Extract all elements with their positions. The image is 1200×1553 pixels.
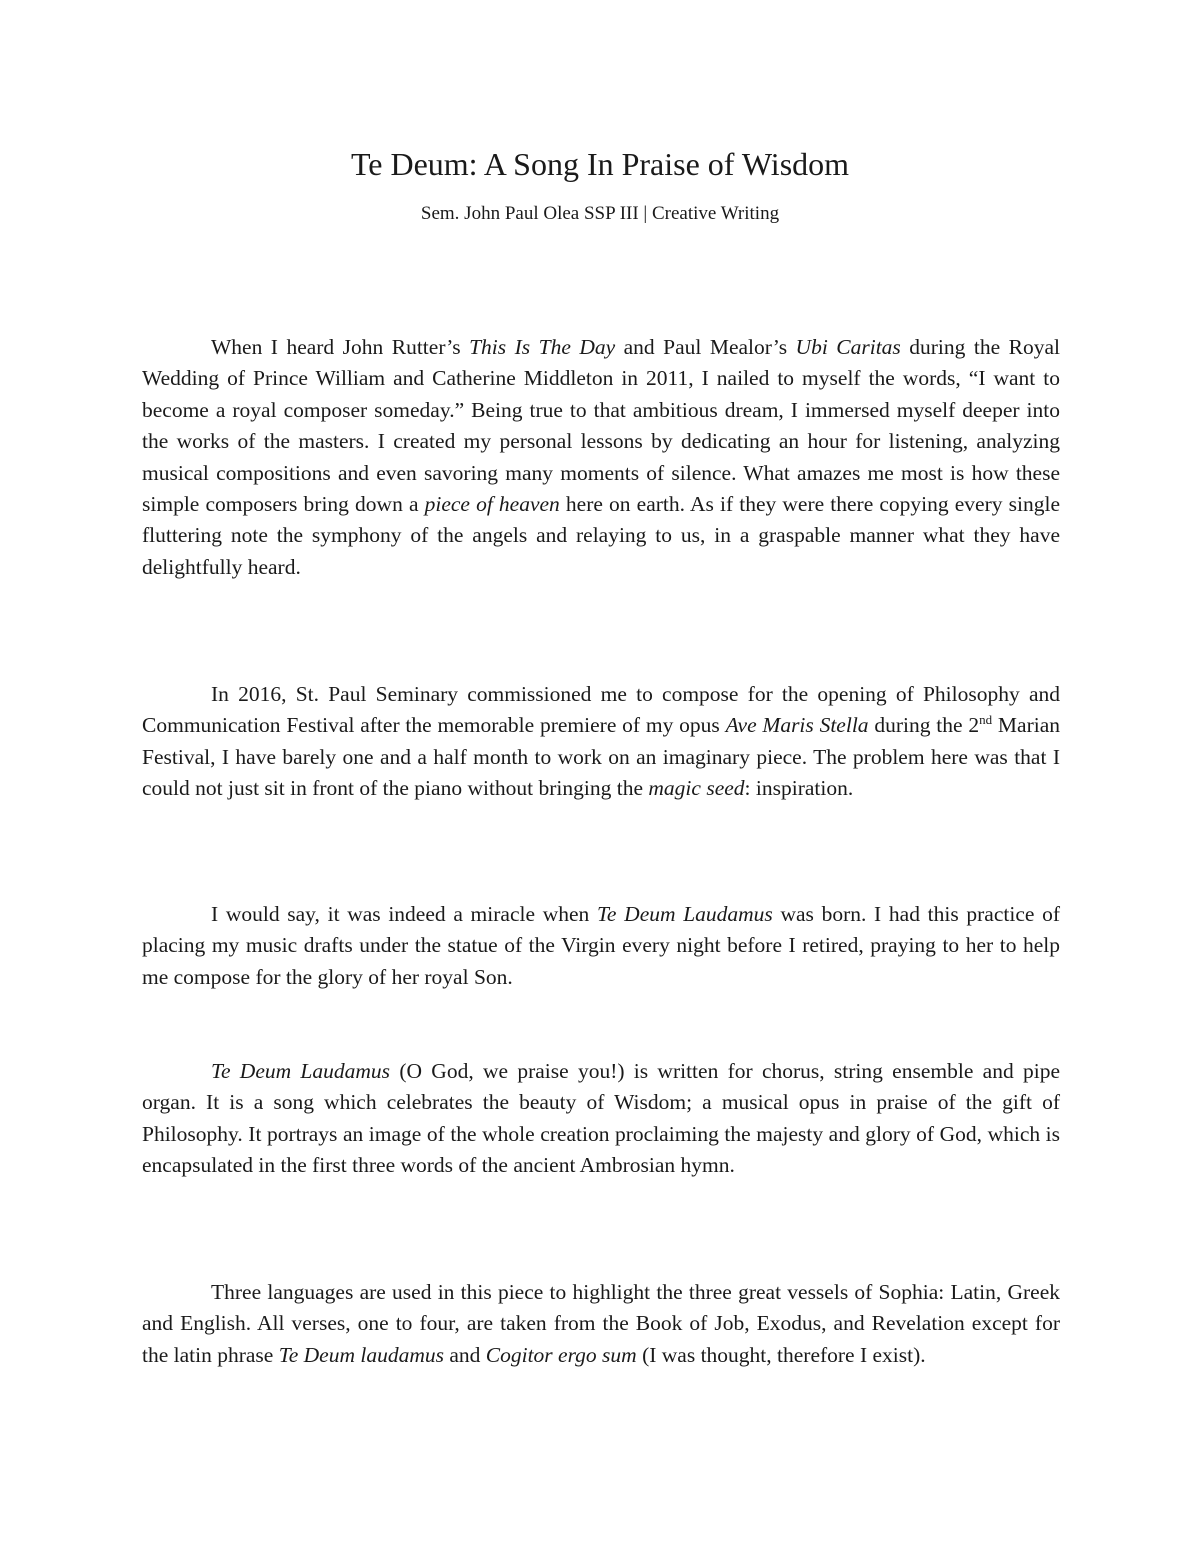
paragraph-2 [142, 679, 1060, 805]
italic-title: This Is The Day [469, 335, 616, 359]
paragraph-text: here on earth. As if they were there copying every single fluttering note the symphony of the angels and relaying to us, in a graspable manner what they have delightfully heard. [142, 492, 1060, 579]
paragraph-1 [142, 332, 1060, 583]
paragraph-5 [142, 1277, 1060, 1371]
italic-title: Te Deum Laudamus [596, 902, 773, 926]
paragraph-text: (O God, we praise you!) is written for chorus, string ensemble and pipe organ. It is a song which celebrates the beauty of Wisdom; a musical opus in praise of the gift of Philosophy. It portrays an image of the whole creation proclaiming the majesty and glory of God, which is encapsulated in the first three words of the ancient Ambrosian hymn. [142, 1059, 1060, 1178]
paragraph-text: and Paul Mealor’s [615, 335, 796, 359]
italic-phrase: Te Deum laudamus [278, 1342, 444, 1367]
paragraph-text: When I heard John Rutter’s [211, 335, 470, 359]
italic-phrase: piece of heaven [424, 492, 560, 517]
ordinal-superscript: nd [979, 712, 993, 728]
paragraph-3 [142, 899, 1060, 993]
paragraph-text: In 2016, St. Paul Seminary commissioned me to compose for the opening of Philosophy and Communication Festival after the memorable premiere of my opus [142, 682, 1060, 738]
paragraph-text: was born. I had this practice of placing my music drafts under the statue of the Virgin every night before I retired, praying to her to help me compose for the glory of her royal Son. [142, 902, 1060, 989]
italic-title: Te Deum Laudamus [211, 1059, 391, 1083]
paragraph-text: during the Royal Wedding of Prince William and Catherine Middleton in 2011, I nailed to myself the words, “I want to become a royal composer someday.” Being true to that ambitious dream, I immersed myself deeper into the works of the masters. I created my personal lessons by dedicating an hour for listening, analyzing musical compositions and even savoring many moments of silence. What amazes me most is how these simple composers bring down a [142, 335, 1060, 517]
paragraph-text: I would say, it was indeed a miracle when [211, 902, 597, 926]
paragraph-4 [142, 1056, 1060, 1182]
italic-phrase: magic seed [648, 776, 745, 801]
italic-title: Ave Maris Stella [725, 713, 869, 738]
italic-title: Ubi Caritas [795, 335, 901, 359]
document-title: Te Deum: A Song In Praise of Wisdom [350, 146, 850, 182]
paragraph-text: Three languages are used in this piece to highlight the three great vessels of Sophia: Latin, Greek and English. All verses, one to four, are taken from the Book of Job, Exodus, and Revelation except for the latin phrase [142, 1280, 1060, 1367]
author-byline: Sem. John Paul Olea SSP III | Creative Writing [420, 203, 780, 224]
paragraph-text: : inspiration. [744, 776, 854, 801]
paragraph-text: and [443, 1342, 486, 1367]
paragraph-text: Marian Festival, I have barely one and a half month to work on an imaginary piece. The problem here was that I could not just sit in front of the piano without bringing the [142, 713, 1060, 801]
italic-phrase: Cogitor ergo sum [485, 1342, 637, 1367]
paragraph-text: during the 2 [868, 713, 980, 738]
paragraph-text: (I was thought, therefore I exist). [636, 1342, 926, 1367]
